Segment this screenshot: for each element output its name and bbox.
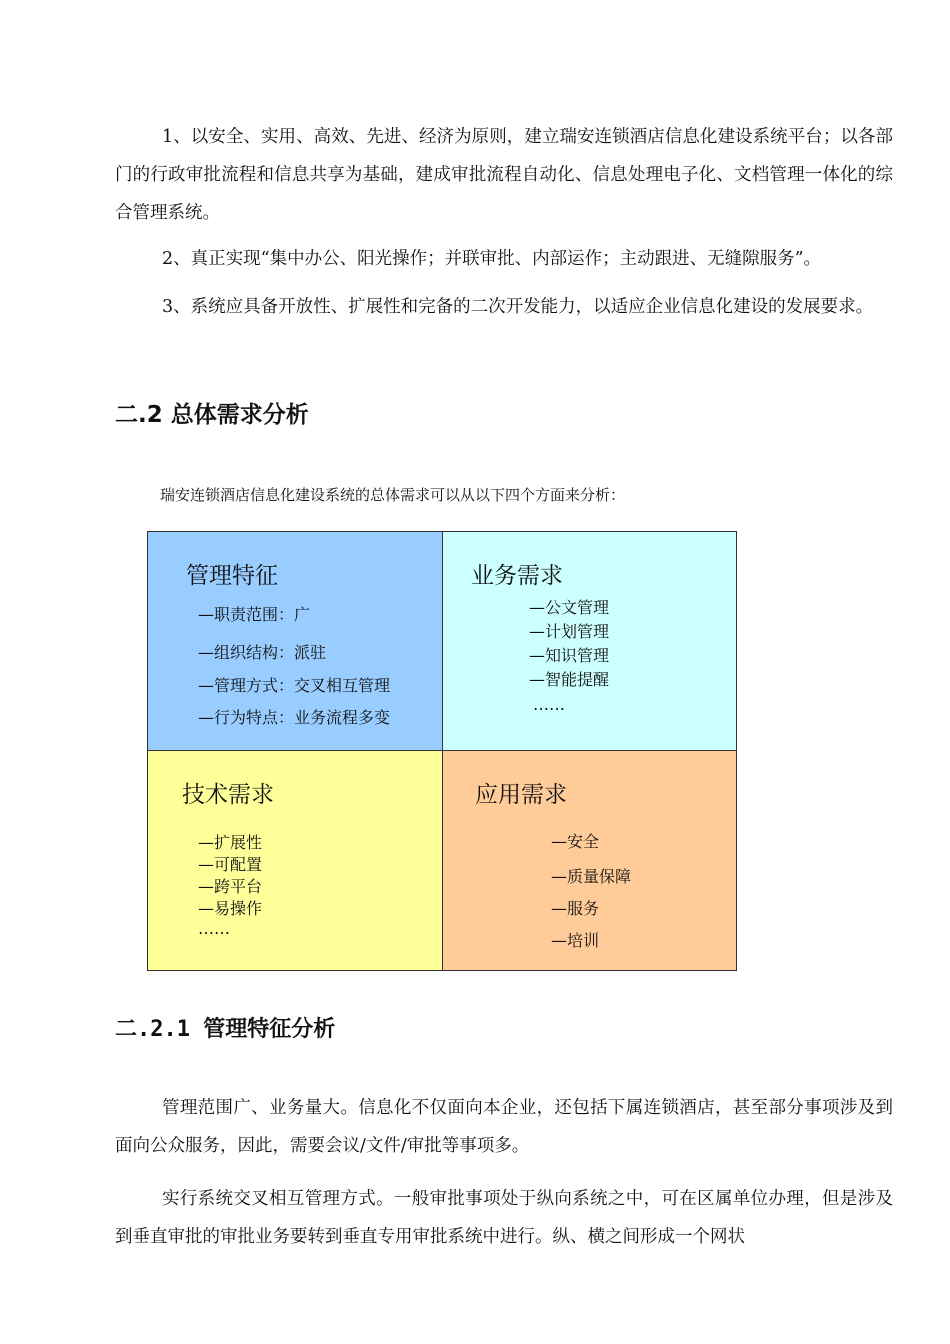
- intro-paragraph-1: 1、以安全、实用、高效、先进、经济为原则，建立瑞安连锁酒店信息化建设系统平台；以各部门的行政审批流程和信息共享为基础，建成审批流程自动化、信息处理电子化、文档管理一体化的综合管理系统。: [115, 127, 893, 223]
- quadrant-title-business: 业务需求: [471, 563, 563, 589]
- quadrant-item: —组织结构：派驻: [198, 643, 327, 662]
- quadrant-item: —服务: [551, 899, 600, 918]
- figure-caption: 瑞安连锁酒店信息化建设系统的总体需求可以从以下四个方面来分析：: [160, 486, 626, 504]
- section-heading-2-2-1: 二.2.1 管理特征分析: [115, 1017, 336, 1042]
- quadrant-item: ……: [533, 695, 565, 714]
- quadrant-item: —扩展性: [198, 833, 263, 852]
- requirements-grid: [147, 531, 737, 971]
- quadrant-title-technical: 技术需求: [182, 782, 274, 808]
- quadrant-application: [443, 751, 736, 970]
- quadrant-item: —跨平台: [198, 877, 263, 896]
- quadrant-item: —计划管理: [529, 622, 610, 641]
- quadrant-item: —知识管理: [529, 646, 610, 665]
- quadrant-item: —智能提醒: [529, 670, 610, 689]
- quadrant-technical: [148, 751, 443, 970]
- quadrant-item: —培训: [551, 931, 600, 950]
- quadrant-item: —行为特点：业务流程多变: [198, 708, 391, 727]
- quadrant-title-management: 管理特征: [186, 563, 278, 589]
- quadrant-item: —质量保障: [551, 867, 632, 886]
- quadrant-item: —安全: [551, 832, 600, 851]
- quadrant-item: —公文管理: [529, 598, 610, 617]
- intro-paragraph-3: 3、系统应具备开放性、扩展性和完备的二次开发能力，以适应企业信息化建设的发展要求。: [162, 297, 874, 317]
- quadrant-item: ……: [198, 919, 230, 938]
- quadrant-item: —职责范围：广: [198, 605, 311, 624]
- quadrant-item: —管理方式：交叉相互管理: [198, 676, 391, 695]
- intro-paragraph-2: 2、真正实现“集中办公、阳光操作；并联审批、内部运作；主动跟进、无缝隙服务”。: [162, 249, 822, 269]
- quadrant-management: [148, 532, 443, 751]
- body-paragraph-1: 管理范围广、业务量大。信息化不仅面向本企业，还包括下属连锁酒店，甚至部分事项涉及到面向公众服务，因此，需要会议/文件/审批等事项多。: [115, 1098, 893, 1156]
- section-heading-2-2: 二.2 总体需求分析: [115, 402, 309, 428]
- quadrant-title-application: 应用需求: [475, 782, 567, 808]
- quadrant-business: [443, 532, 736, 751]
- body-paragraph-2: 实行系统交叉相互管理方式。一般审批事项处于纵向系统之中，可在区属单位办理，但是涉及到垂直审批的审批业务要转到垂直专用审批系统中进行。纵、横之间形成一个网状: [115, 1189, 893, 1247]
- quadrant-item: —易操作: [198, 899, 263, 918]
- quadrant-item: —可配置: [198, 855, 263, 874]
